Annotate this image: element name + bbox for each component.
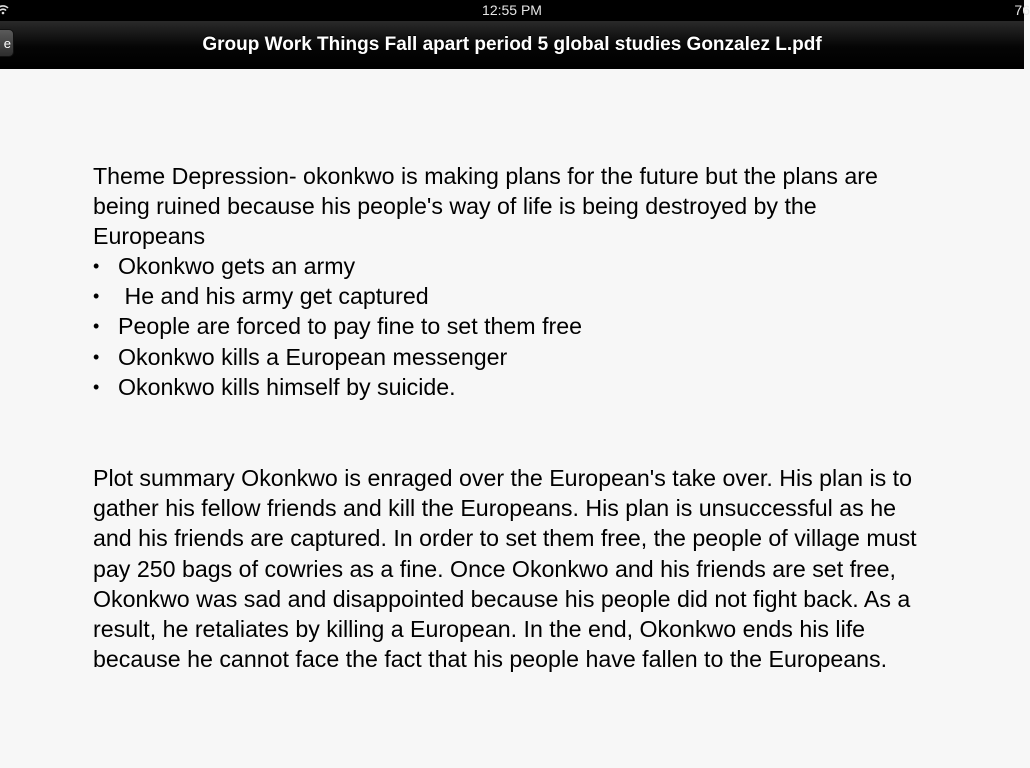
theme-paragraph: Theme Depression- okonkwo is making plans for the future but the plans are being ruined because his people's way of life is being destroyed by the Europeans	[93, 163, 878, 250]
list-item: • Okonkwo kills a European messenger	[93, 342, 582, 372]
status-time: 12:55 PM	[482, 2, 542, 18]
list-item: • People are forced to pay fine to set them free	[93, 311, 582, 341]
list-item: • Okonkwo kills himself by suicide.	[93, 372, 582, 402]
pdf-document-view[interactable]	[0, 70, 1024, 768]
nav-bar	[0, 21, 1024, 69]
document-title: Group Work Things Fall apart period 5 global studies Gonzalez L.pdf	[202, 34, 822, 55]
list-item: • Okonkwo gets an army	[93, 251, 582, 281]
battery-level: 76	[1014, 2, 1030, 18]
list-item: • He and his army get captured	[93, 281, 582, 311]
plot-summary-paragraph: Plot summary Okonkwo is enraged over the European's take over. His plan is to gather his fellow friends and kill the Europeans. His plan is unsuccessful as he and his friends are captured. In order to set them free, the people of village must pay 250 bags of cowries as a fine. Once Okonkwo and his friends are set free, Okonkwo was sad and disappointed because his people did not fight back. As a result, he retaliates by killing a European. In the end, Okonkwo ends his life because he cannot face the fact that his people have fallen to the Europeans.	[93, 465, 917, 673]
back-button[interactable]: e	[0, 29, 14, 57]
status-bar	[0, 0, 1030, 21]
bullet-list	[93, 251, 582, 402]
